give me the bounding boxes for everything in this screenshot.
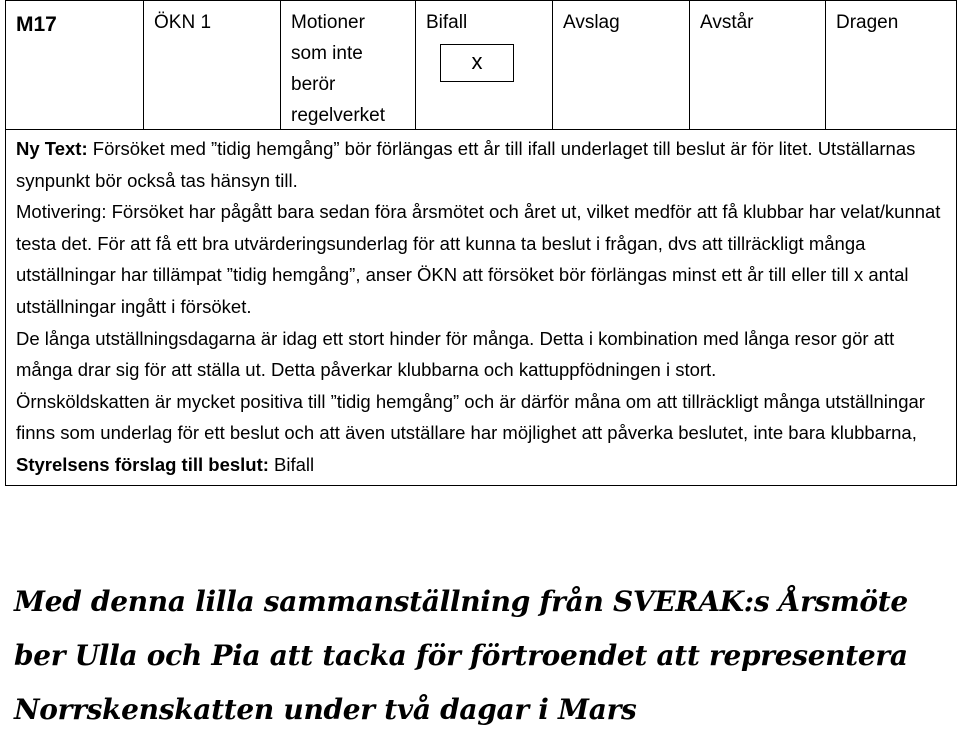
motion-header-row	[6, 1, 956, 130]
dragen-cell	[825, 1, 956, 129]
col-avslag: Avslag	[563, 12, 620, 33]
motion-code: M17	[16, 13, 57, 36]
code-cell	[6, 1, 143, 129]
category-cell	[280, 1, 415, 129]
bifall-checkbox: x	[440, 44, 514, 82]
closing-line-1: Med denna lilla sammanställning från SVERAK:s Årsmöte	[14, 585, 908, 618]
motivering-paragraph: Motivering: Försöket har pågått bara sedan föra årsmötet och året ut, vilket medför att få klubbar har velat/kunnat testa det. För att få ett bra utvärderingsunderlag för att kunna ta beslut i frågan, dvs att tillräckligt många utställningar har tillämpat ”tidig hemgång”, anser ÖKN att försöket bör förlängas minst ett år till eller till x antal utställningar ingått i försöket.	[16, 201, 941, 317]
ny-text: Försöket med ”tidig hemgång” bör förlängas ett år till ifall underlaget till beslut är för litet. Utställarnas synpunkt bör också tas hänsyn till.	[16, 138, 916, 191]
col-dragen: Dragen	[836, 12, 899, 33]
category-line: berör	[291, 74, 336, 95]
col-avstar: Avstår	[700, 12, 754, 33]
paragraph-3: Örnsköldskatten är mycket positiva till ”tidig hemgång” och är därför måna om att tillräckligt många utställningar finns som underlag för ett beslut och att även utställare har möjlighet att påverka beslutet, inte bara klubbarna,	[16, 390, 925, 444]
closing-note	[14, 575, 954, 737]
ny-text-paragraph	[16, 133, 946, 196]
closing-line-3: Norrskenskatten under två dagar i Mars	[14, 693, 637, 726]
category-line: Motioner	[291, 12, 365, 33]
closing-line-2: ber Ulla och Pia att tacka för förtroendet att representera	[14, 639, 908, 672]
avstar-cell	[689, 1, 825, 129]
owner-cell	[143, 1, 280, 129]
motion-category	[291, 7, 385, 131]
motion-owner: ÖKN 1	[154, 12, 212, 33]
category-line: regelverket	[291, 105, 385, 126]
col-bifall: Bifall	[426, 12, 468, 33]
motion-body	[6, 130, 956, 485]
category-line: som inte	[291, 43, 363, 64]
proposal-value: Bifall	[274, 453, 315, 475]
avslag-cell	[552, 1, 689, 129]
paragraph-2: De långa utställningsdagarna är idag ett stort hinder för många. Detta i kombination med långa resor gör att många drar sig för att ställa ut. Detta påverkar klubbarna och kattuppfödningen i stort.	[16, 327, 895, 381]
proposal-label: Styrelsens förslag till beslut:	[16, 453, 269, 475]
ny-text-label: Ny Text:	[16, 138, 88, 159]
proposal-paragraph	[16, 449, 946, 481]
motion-table	[5, 0, 957, 486]
